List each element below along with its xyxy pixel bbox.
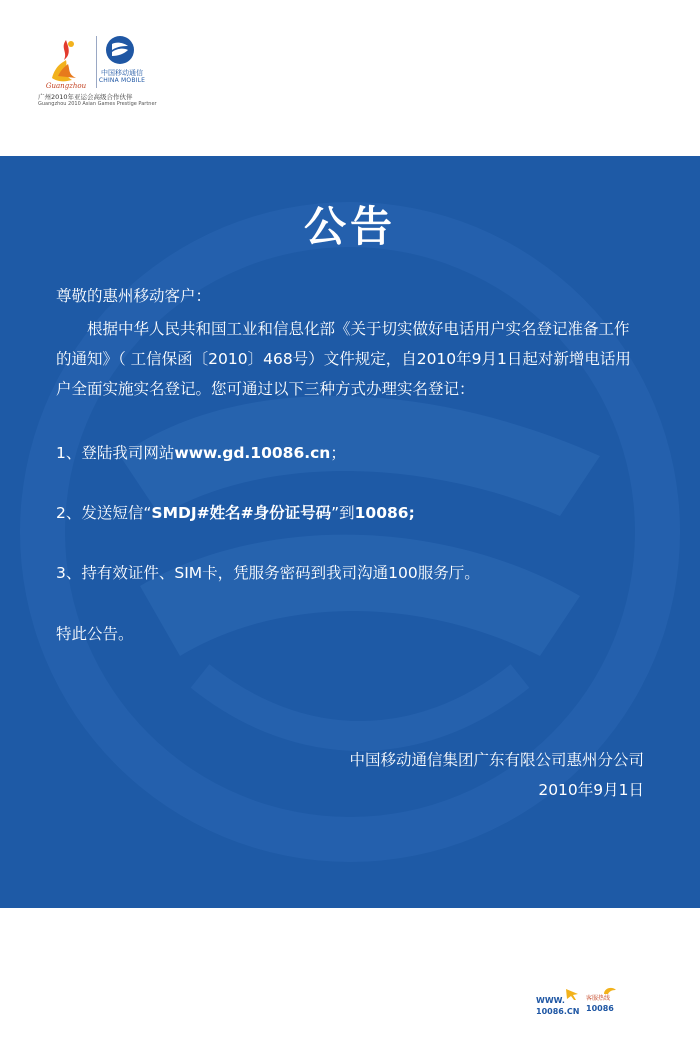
item1-prefix: 1、登陆我司网站 [56,444,175,462]
sms-number: 10086; [354,504,415,522]
china-mobile-en: CHINA MOBILE [98,77,146,84]
cursor-arrow-icon [564,987,582,1001]
item2-prefix: 2、发送短信“ [56,504,152,522]
hotline-number: 10086 [586,1004,614,1013]
china-mobile-logo-icon [100,34,140,66]
notice-title: 公告 [303,202,396,251]
notice-paragraph-text: 根据中华人民共和国工业和信息化部《关于切实做好电话用户实名登记准备工作的通知》（ 工信保函〔2010〕468号）文件规定，自2010年9月1日起对新增电话用户全面实施实名登记。您可通过以下三种方式办理实名登记： [56,320,631,398]
side-fine-print [8,646,22,886]
svg-text:Guangzhou: Guangzhou [45,82,87,90]
item1-suffix: ； [330,444,346,462]
website-link[interactable]: www.gd.10086.cn [174,444,331,462]
hotline-label: 客服热线 [586,995,611,1002]
notice-date: 2010年9月1日 [538,781,644,799]
china-mobile-cn: 中国移动通信 [101,69,143,77]
closing-text: 特此公告。 [56,625,134,643]
partner-en: Guangzhou 2010 Asian Games Prestige Partner [38,101,157,107]
method-item-2 [56,501,656,523]
footer-web-line1: WWW. [536,996,565,1005]
signer: 中国移动通信集团广东有限公司惠州分公司 [349,751,644,769]
phone-icon [600,984,620,1000]
asian-games-logo [38,34,94,90]
method-item-3: 3、持有效证件、SIM卡，凭服务密码到我司沟通100服务厅。 [56,564,480,582]
sms-code: SMDJ#姓名#身份证号码 [151,504,332,522]
method-item-1 [56,441,656,463]
item2-mid: ”到 [331,504,355,522]
partner-cn: 广州2010年亚运会高级合作伙伴 [38,93,133,101]
greeting: 尊敬的惠州移动客户： [56,287,212,305]
footer-web-line2: 10086.CN [536,1007,580,1016]
notice-paragraph [56,314,642,404]
notice-panel [0,156,700,908]
header [0,0,700,156]
